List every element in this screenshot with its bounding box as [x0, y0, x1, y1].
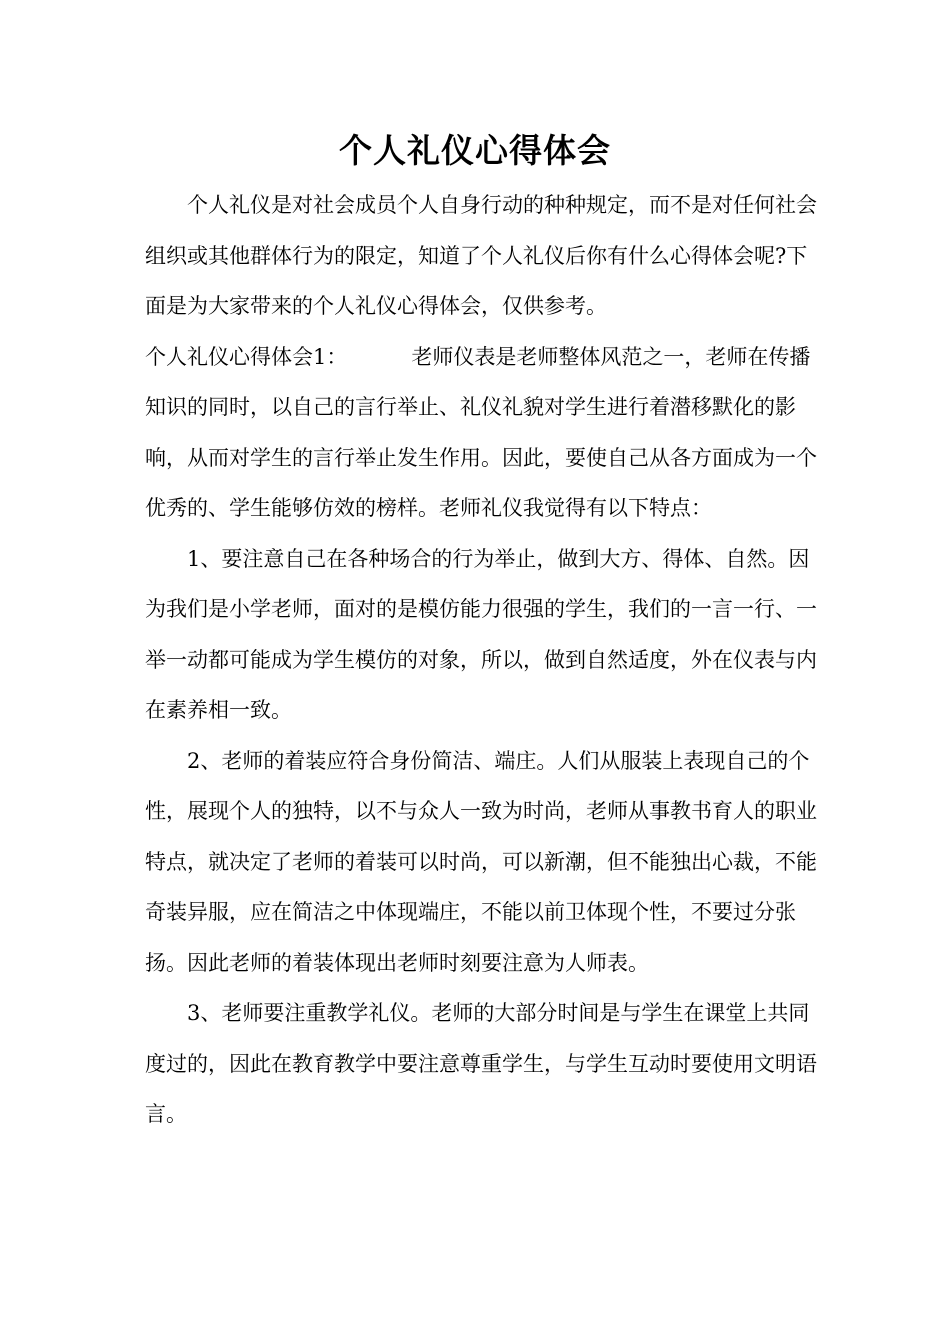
document-body [145, 180, 825, 1140]
document-title: 个人礼仪心得体会 [339, 131, 611, 170]
section1-text: 老师仪表是老师整体风范之一，老师在传播知识的同时，以自己的言行举止、礼仪礼貌对学生进行着潜移默化的影响，从而对学生的言行举止发生作用。因此，要使自己从各方面成为一个优秀的、学生能够仿效的榜样。老师礼仪我觉得有以下特点： [145, 344, 817, 520]
point-1-paragraph: 1、要注意自己在各种场合的行为举止，做到大方、得体、自然。因为我们是小学老师，面对的是模仿能力很强的学生，我们的一言一行、一举一动都可能成为学生模仿的对象，所以，做到自然适度，外在仪表与内在素养相一致。 [145, 546, 817, 722]
point-3-paragraph: 3、老师要注重教学礼仪。老师的大部分时间是与学生在课堂上共同度过的，因此在教育教学中要注意尊重学生，与学生互动时要使用文明语言。 [145, 1001, 817, 1126]
intro-paragraph: 个人礼仪是对社会成员个人自身行动的种种规定，而不是对任何社会组织或其他群体行为的限定，知道了个人礼仪后你有什么心得体会呢?下面是为大家带来的个人礼仪心得体会，仅供参考。 [145, 193, 817, 318]
section1-paragraph [145, 332, 825, 534]
point-2-paragraph: 2、老师的着装应符合身份简洁、端庄。人们从服装上表现自己的个性，展现个人的独特，以不与众人一致为时尚，老师从事教书育人的职业特点，就决定了老师的着装可以时尚，可以新潮，但不能独出心裁，不能奇装异服，应在简洁之中体现端庄，不能以前卫体现个性，不要过分张扬。因此老师的着装体现出老师时刻要注意为人师表。 [145, 748, 817, 975]
section1-heading: 个人礼仪心得体会1： [145, 344, 348, 369]
